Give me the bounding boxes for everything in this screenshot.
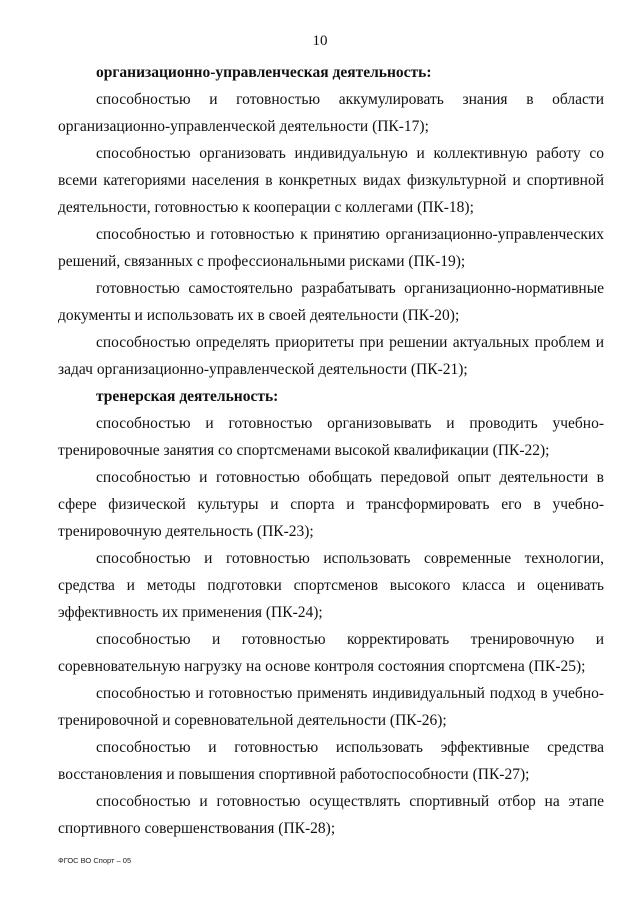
competency-pk22: способностью и готовностью организовывать и проводить учебно-тренировочные занятия со спортсменами высокой квалификации (ПК-22); [58, 415, 604, 459]
competency-pk18: способностью организовать индивидуальную и коллективную работу со всеми категориями населения в конкретных видах физкультурной и спортивной деятельности, готовностью к кооперации с коллегами (ПК-18); [58, 145, 604, 216]
section-heading-management: организационно-управленческая деятельность: [96, 64, 432, 81]
competency-pk25: способностью и готовностью корректировать тренировочную и соревновательную нагрузку на основе контроля состояния спортсмена (ПК-25); [58, 631, 604, 675]
document-footer: ФГОС ВО Спорт – 05 [58, 856, 132, 865]
competency-pk19: способностью и готовностью к принятию организационно-управленческих решений, связанных с профессиональными рисками (ПК-19); [58, 226, 604, 270]
competency-pk28: способностью и готовностью осуществлять спортивный отбор на этапе спортивного совершенствования (ПК-28); [58, 793, 604, 837]
competency-pk27: способностью и готовностью использовать эффективные средства восстановления и повышения спортивной работоспособности (ПК-27); [58, 739, 604, 783]
competency-pk23: способностью и готовностью обобщать передовой опыт деятельности в сфере физической культуры и спорта и трансформировать его в учебно-тренировочную деятельность (ПК-23); [58, 469, 604, 540]
page-number: 10 [312, 33, 328, 49]
competency-pk26: способностью и готовностью применять индивидуальный подход в учебно-тренировочной и соревновательной деятельности (ПК-26); [58, 685, 604, 729]
competency-pk21: способностью определять приоритеты при решении актуальных проблем и задач организационно-управленческой деятельности (ПК-21); [58, 334, 604, 378]
competency-pk17: способностью и готовностью аккумулировать знания в области организационно-управленческой деятельности (ПК-17); [58, 91, 604, 135]
competency-pk20: готовностью самостоятельно разрабатывать организационно-нормативные документы и использовать их в своей деятельности (ПК-20); [58, 280, 604, 324]
document-body [58, 59, 604, 842]
competency-pk24: способностью и готовностью использовать современные технологии, средства и методы подготовки спортсменов высокого класса и оценивать эффективность их применения (ПК-24); [58, 550, 604, 621]
section-heading-coaching: тренерская деятельность: [96, 388, 279, 405]
